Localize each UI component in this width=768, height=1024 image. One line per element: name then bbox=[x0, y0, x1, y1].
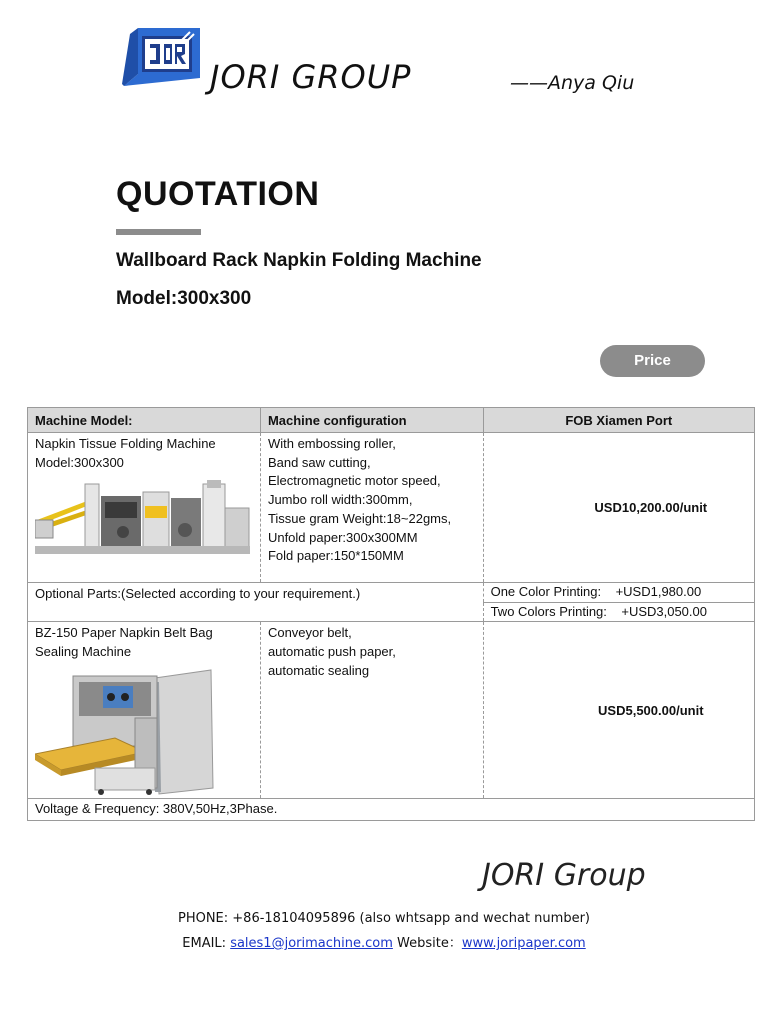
contact-phone: PHONE: +86-18104095896 (also whtsapp and wechat number) bbox=[177, 911, 590, 926]
config-line: automatic push paper, bbox=[267, 644, 396, 660]
napkin-folding-machine-image bbox=[35, 478, 250, 556]
table-row bbox=[28, 583, 755, 603]
product-name: Wallboard Rack Napkin Folding Machine bbox=[116, 250, 482, 271]
machine-model-cell bbox=[28, 622, 261, 798]
unit-price: USD10,200.00/unit bbox=[594, 500, 708, 515]
config-line: Band saw cutting, bbox=[267, 454, 371, 470]
header-machine-model: Machine Model: bbox=[28, 408, 261, 433]
website-link[interactable]: www.joripaper.com bbox=[461, 936, 586, 951]
email-label: EMAIL: bbox=[182, 936, 231, 951]
config-line: Jumbo roll width:300mm, bbox=[267, 492, 413, 508]
price-badge: Price bbox=[600, 345, 705, 377]
contact-email-website bbox=[0, 932, 768, 951]
product-model: Model:300x300 bbox=[116, 288, 252, 309]
machine-configuration-cell bbox=[260, 622, 483, 798]
config-line: Electromagnetic motor speed, bbox=[267, 473, 441, 489]
header-fob-port: FOB Xiamen Port bbox=[483, 408, 754, 433]
unit-price: USD5,500.00/unit bbox=[598, 702, 704, 718]
price-cell bbox=[483, 622, 754, 798]
email-link[interactable]: sales1@jorimachine.com bbox=[230, 936, 393, 951]
machine-model-line: Model:300x300 bbox=[35, 454, 124, 470]
machine-configuration-cell bbox=[260, 433, 483, 583]
website-label: Website： bbox=[392, 936, 462, 951]
option-one-color-text: One Color Printing: +USD1,980.00 bbox=[490, 584, 702, 599]
jori-logo-icon bbox=[122, 26, 202, 88]
option-one-color bbox=[483, 583, 754, 603]
optional-parts-cell bbox=[28, 583, 484, 622]
option-two-colors-text: Two Colors Printing: +USD3,050.00 bbox=[490, 603, 707, 619]
quotation-table bbox=[27, 407, 755, 821]
title-underline bbox=[116, 229, 201, 235]
belt-bag-sealing-machine-image bbox=[35, 668, 220, 796]
machine-model-cell bbox=[28, 433, 261, 583]
voltage-cell bbox=[28, 798, 755, 820]
option-two-colors bbox=[483, 602, 754, 622]
config-line: Unfold paper:300x300MM bbox=[267, 529, 418, 545]
table-row bbox=[28, 622, 755, 798]
config-line: automatic sealing bbox=[267, 662, 370, 678]
header-machine-configuration: Machine configuration bbox=[260, 408, 483, 433]
table-row bbox=[28, 433, 755, 583]
config-line: Conveyor belt, bbox=[267, 625, 352, 641]
optional-parts-label: Optional Parts:(Selected according to your requirement.) bbox=[35, 586, 361, 601]
brand-name: JORI GROUP bbox=[210, 58, 412, 96]
footer-brand: JORI Group bbox=[482, 858, 646, 893]
table-row bbox=[28, 798, 755, 820]
config-line: Fold paper:150*150MM bbox=[267, 548, 404, 564]
table-header-row bbox=[28, 408, 755, 433]
machine-model-line: BZ-150 Paper Napkin Belt Bag bbox=[35, 625, 213, 641]
document-title: QUOTATION bbox=[116, 175, 320, 213]
author-signature: ——Anya Qiu bbox=[510, 72, 635, 94]
voltage-frequency: Voltage & Frequency: 380V,50Hz,3Phase. bbox=[35, 800, 278, 816]
machine-model-line: Sealing Machine bbox=[35, 644, 132, 660]
machine-model-line: Napkin Tissue Folding Machine bbox=[35, 436, 216, 451]
price-cell bbox=[483, 433, 754, 583]
config-line: With embossing roller, bbox=[267, 436, 396, 451]
config-line: Tissue gram Weight:18~22gms, bbox=[267, 510, 452, 526]
